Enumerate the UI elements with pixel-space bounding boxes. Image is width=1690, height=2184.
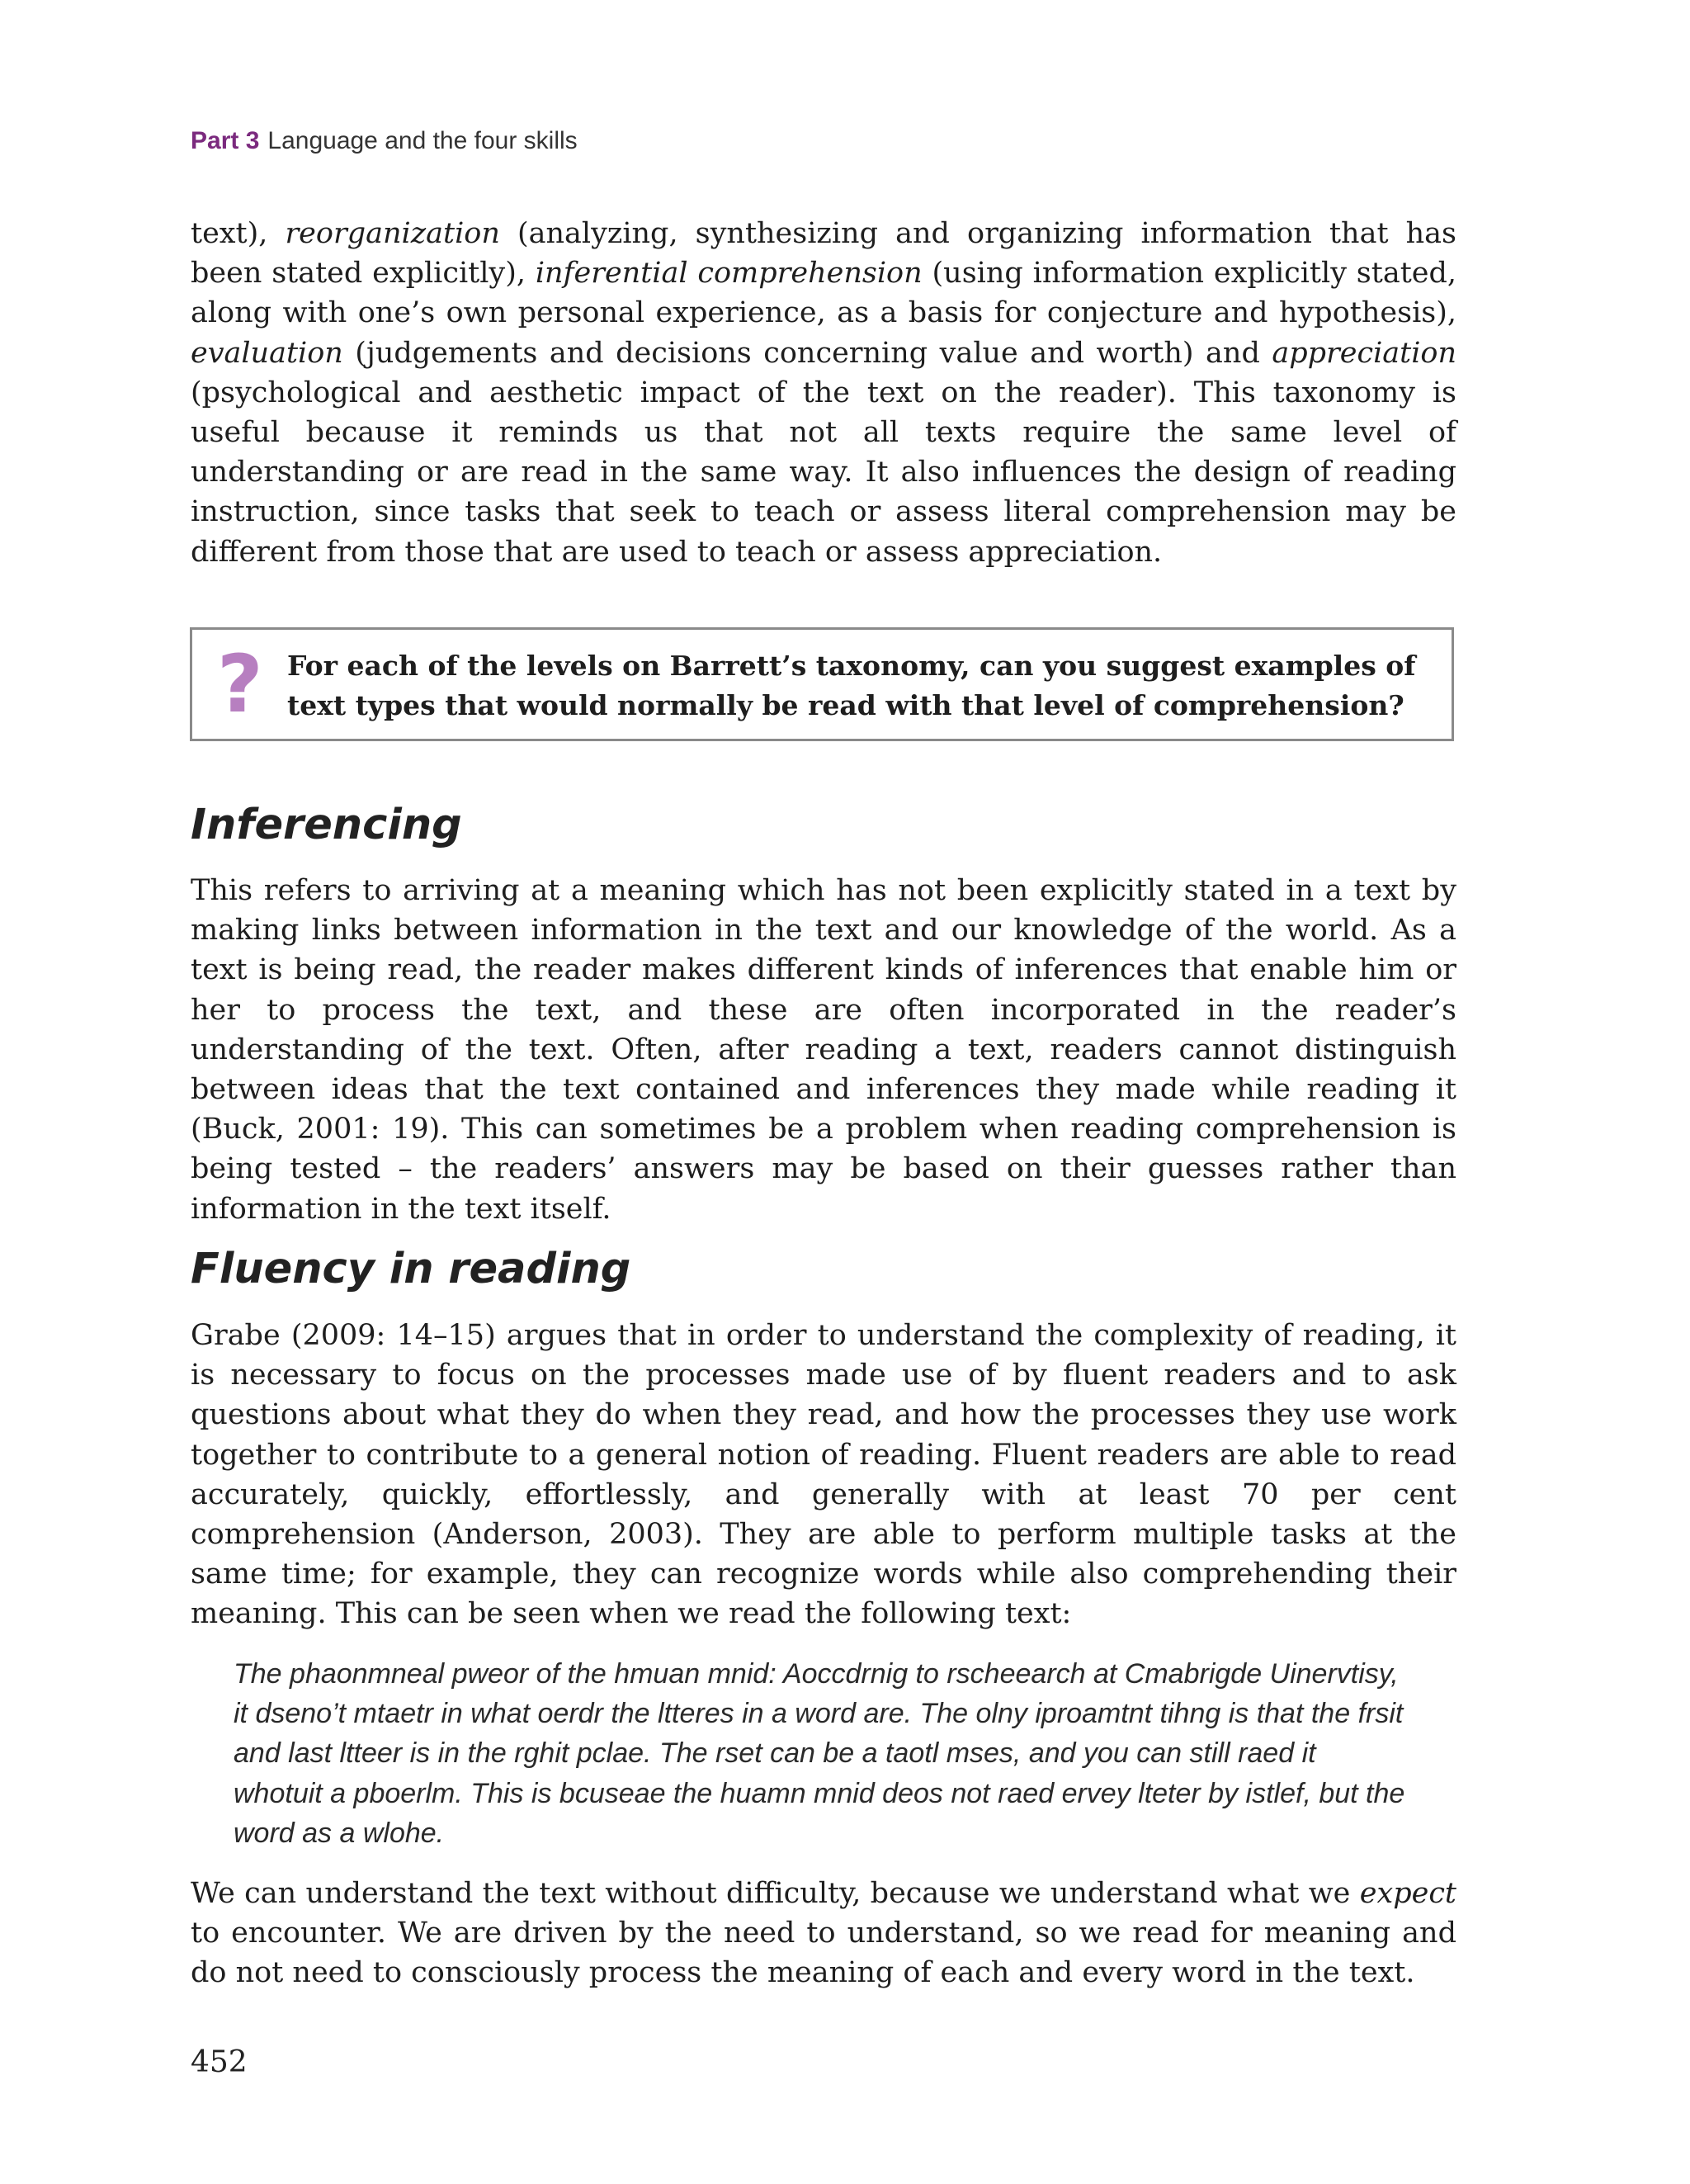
page-number: 452 — [191, 2045, 248, 2079]
inferencing-heading: Inferencing — [191, 801, 462, 849]
intro-text-2: (analyzing, synthesizing and organizing information that has been stated explicitly), — [191, 217, 1456, 291]
fluency-heading: Fluency in reading — [191, 1245, 631, 1293]
intro-term-inferential: inferential comprehension — [535, 257, 923, 291]
conclusion-paragraph — [191, 1874, 1456, 1993]
intro-term-evaluation: evaluation — [191, 336, 343, 370]
intro-text-3: (using information explicitly stated, along with one’s own personal experience, as a basis for conjecture and hypothesis), — [191, 257, 1456, 330]
fluency-paragraph: Grabe (2009: 14–15) argues that in order to understand the complexity of reading, it is necessary to focus on the processes made use of by fluent readers and to ask questions about what they do when they read, and how the processes they use work together to contribute to a general notion of reading. Fluent readers are able to read accurately, quickly, effortlessly, and generally with at least 70 per cent comprehension (Anderson, 2003). They are able to perform multiple tasks at the same time; for example, they can recognize words while also comprehending their meaning. This can be seen when we read the following text: — [191, 1319, 1456, 1631]
conclusion-term-expect: expect — [1359, 1877, 1456, 1910]
intro-text-4: (judgements and decisions concerning value and worth) and — [342, 336, 1272, 370]
running-head-part: Part 3 — [191, 127, 260, 154]
running-head-title: Language and the four skills — [267, 127, 578, 154]
running-head — [191, 127, 578, 155]
inferencing-paragraph: This refers to arriving at a meaning which has not been explicitly stated in a text by making links between information in the text and our knowledge of the world. As a text is being read, the reader makes different kinds of inferences that enable him or her to process the text, and these are often incorporated in the reader’s understanding of the text. Often, after reading a text, readers cannot distinguish between ideas that the text contained and inferences they made while reading it (Buck, 2001: 19). This can sometimes be a problem when reading comprehension is being tested – the readers’ answers may be based on their guesses rather than information in the text itself. — [191, 874, 1456, 1226]
scrambled-text-quote: The phaonmneal pweor of the hmuan mnid: Aoccdrnig to rscheearch at Cmabrigde Uinervtisy, it dseno’t mtaetr in what oerdr the ltteres in a word are. The olny iproamtnt tihng is that the frsit and last ltteer is in the rghit pclae. The rset can be a taotl mses, and you can still raed it whotuit a pboerlm. This is bcuseae the huamn mnid deos not raed ervey lteter by istlef, but the word as a wlohe. — [234, 1658, 1405, 1849]
conclusion-text-1: We can understand the text without difficulty, because we understand what we — [191, 1877, 1360, 1910]
conclusion-text-2: to encounter. We are driven by the need to understand, so we read for meaning and do not need to consciously process the meaning of each and every word in the text. — [191, 1917, 1456, 1990]
intro-term-reorganization: reorganization — [285, 217, 500, 250]
intro-paragraph — [191, 214, 1456, 572]
reflection-question-text: For each of the levels on Barrett’s taxonomy, can you suggest examples of text types that would normally be read with that level of comprehension? — [287, 650, 1416, 721]
intro-text-5: (psychological and aesthetic impact of the text on the reader). This taxonomy is useful because it reminds us that not all texts require the same level of understanding or are read in the same way. It also influences the design of reading instruction, since tasks that seek to teach or assess literal comprehension may be different from those that are used to teach or assess appreciation. — [191, 376, 1456, 569]
reflection-question-box — [190, 627, 1454, 741]
intro-text-1: text), — [191, 217, 286, 250]
intro-term-appreciation: appreciation — [1272, 336, 1456, 370]
question-mark-icon: ? — [217, 638, 263, 730]
